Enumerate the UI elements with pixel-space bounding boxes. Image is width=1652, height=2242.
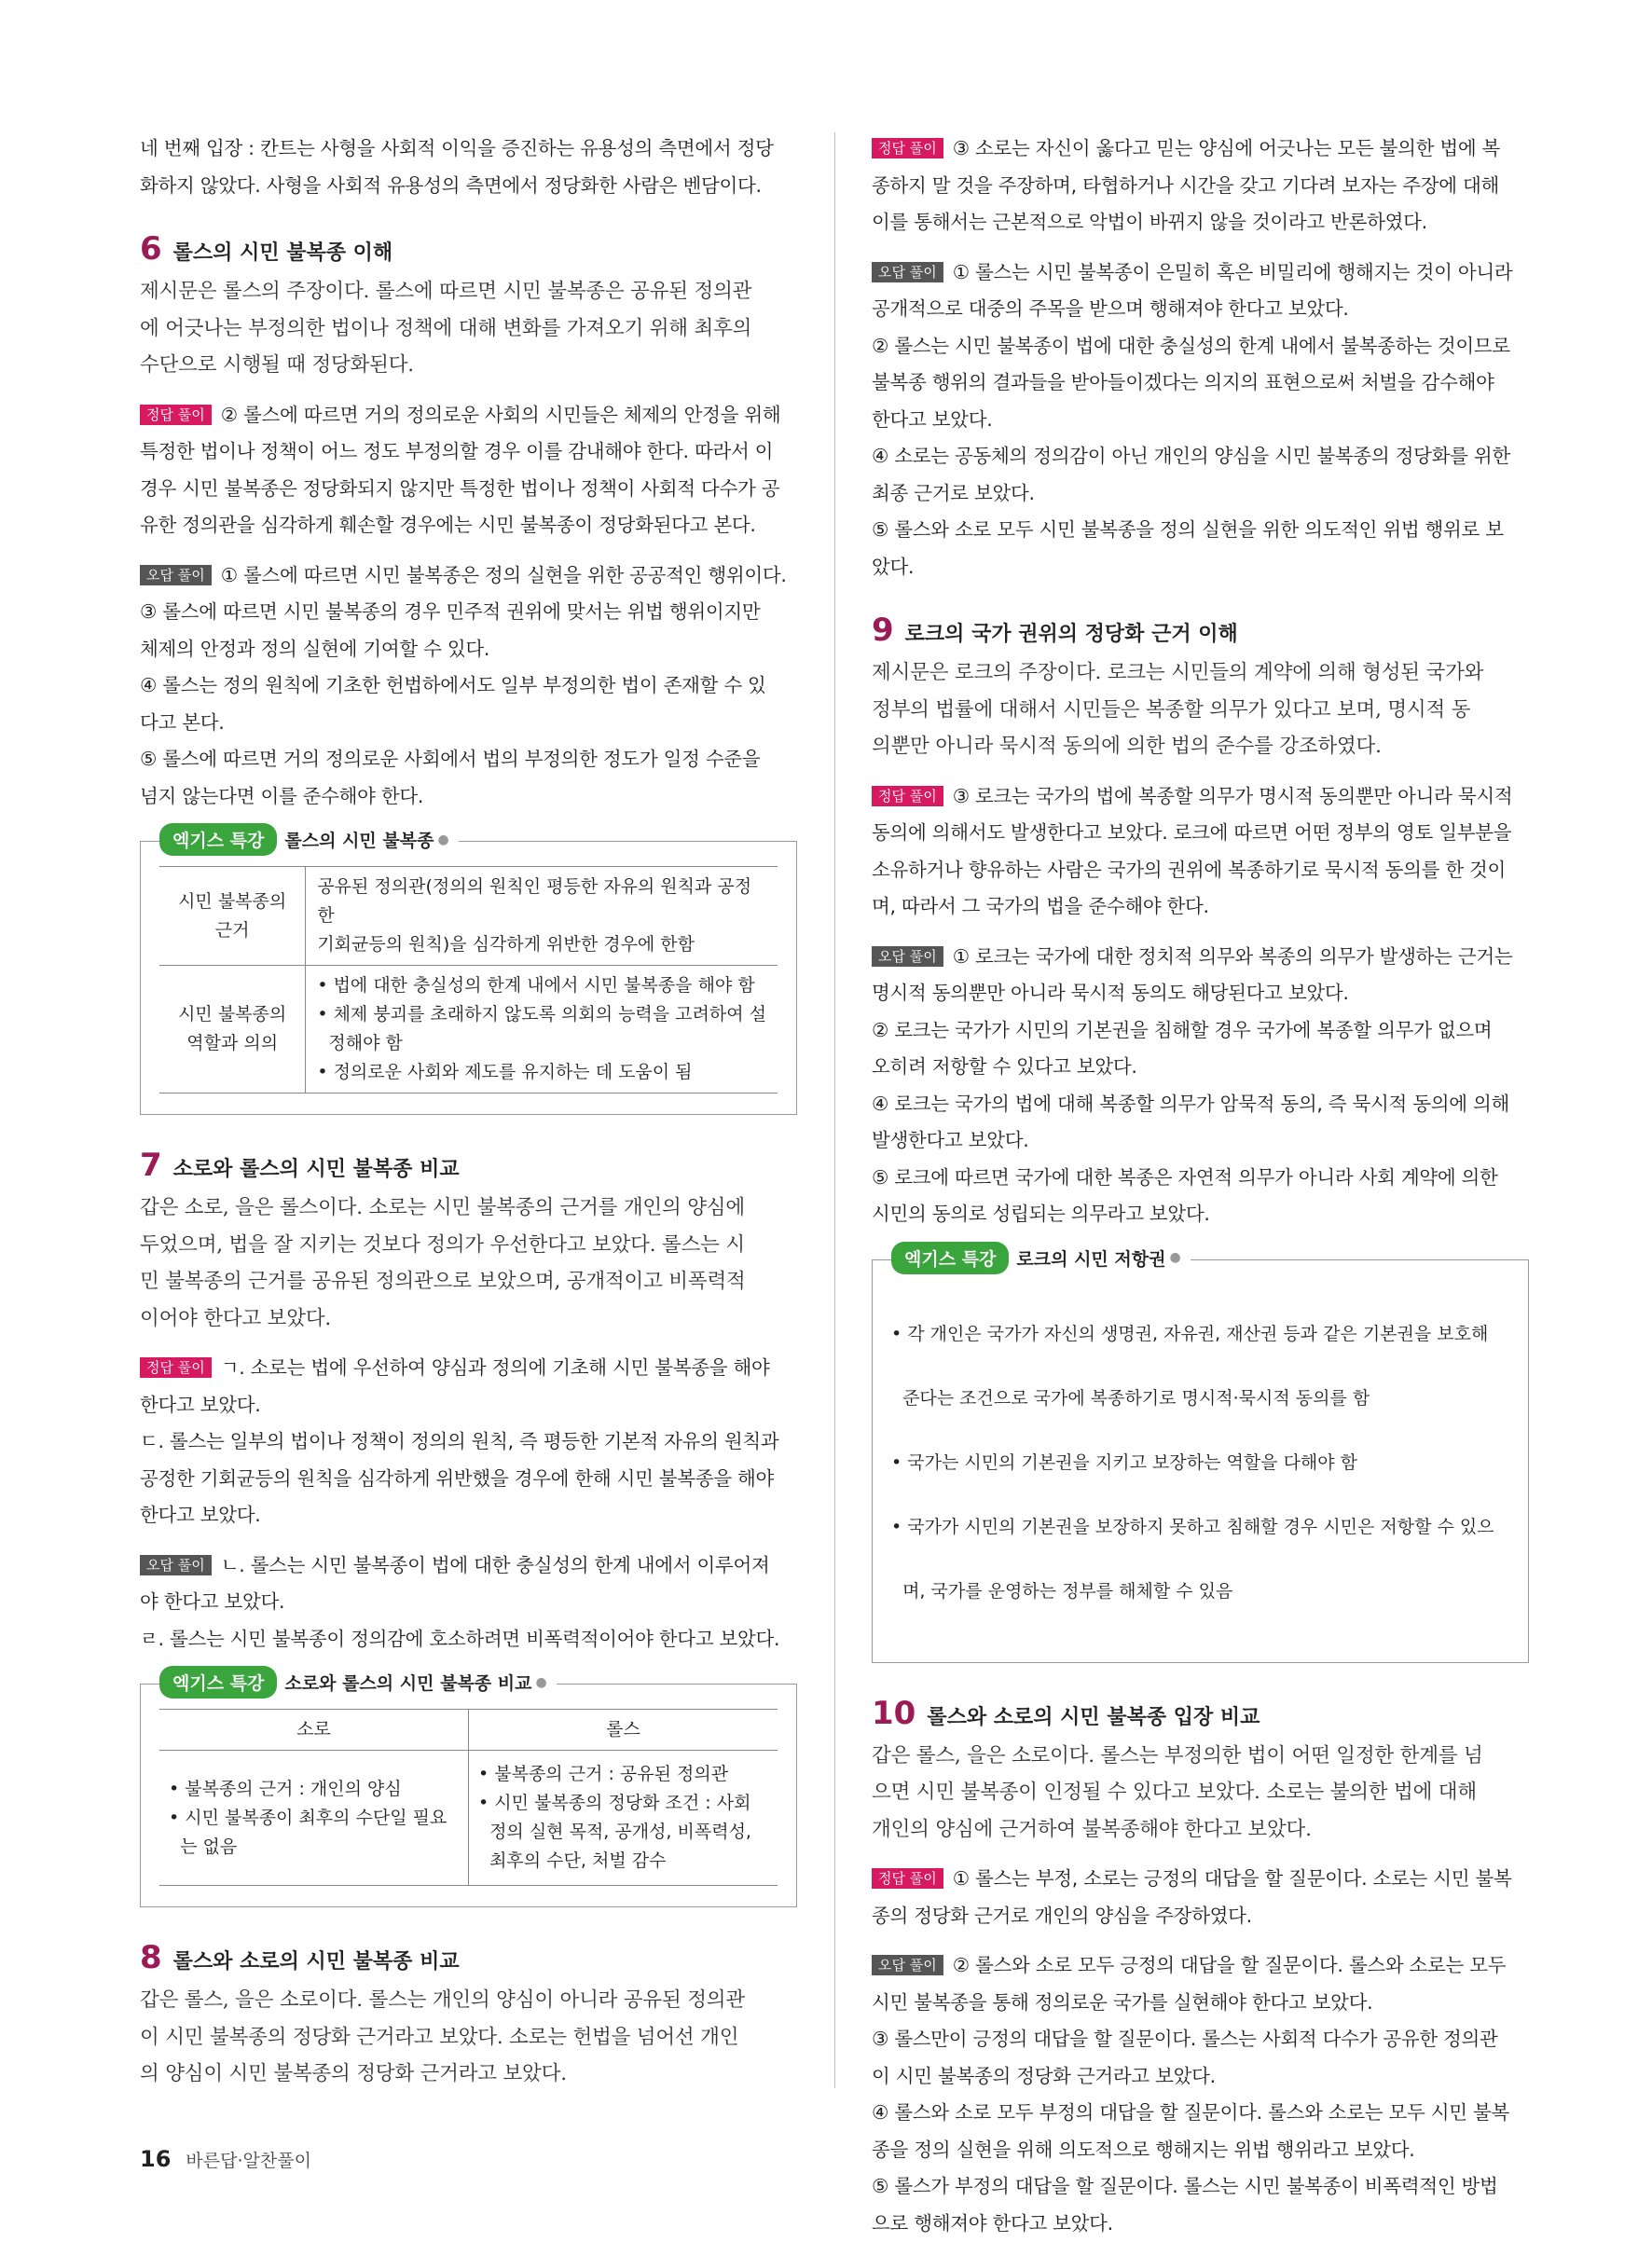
column-header: 롤스 bbox=[469, 1710, 778, 1751]
text-line: ⑤ 롤스가 부정의 대답을 할 질문이다. 롤스는 시민 불복종이 비폭력적인 방법 bbox=[872, 2168, 1529, 2206]
text-line: 소유하거나 향유하는 사람은 국가의 권위에 복종하기로 묵시적 동의를 한 것이 bbox=[872, 852, 1529, 889]
rawls-table bbox=[159, 866, 778, 1093]
q9-wrong-explanation bbox=[872, 939, 1529, 1233]
tip-box-title bbox=[159, 1666, 557, 1699]
text-line: 의 양심이 시민 불복종의 정당화 근거라고 보았다. bbox=[140, 2056, 797, 2093]
answer-tag: 오답 풀이 bbox=[140, 1555, 212, 1575]
answer-tag: 오답 풀이 bbox=[872, 1955, 943, 1975]
text-line: 민 불복종의 근거를 공유된 정의관으로 보았으며, 공개적이고 비폭력적 bbox=[140, 1263, 797, 1300]
question-6-heading bbox=[140, 230, 797, 273]
table-cell: • 불복종의 근거 : 공유된 정의관 • 시민 불복종의 정당화 조건 : 사회 정의 실현 목적, 공개성, 비폭력성, 최후의 수단, 처벌 감수 bbox=[469, 1751, 778, 1886]
text-line: ④ 롤스는 정의 원칙에 기초한 헌법하에서도 일부 부정의한 법이 존재할 수 있 bbox=[140, 667, 797, 705]
text-line: 이어야 한다고 보았다. bbox=[140, 1300, 797, 1338]
list-item: 며, 국가를 운영하는 정부를 해체할 수 있음 bbox=[891, 1577, 1509, 1606]
tip-box-title bbox=[159, 823, 459, 856]
text-line: 갑은 롤스, 을은 소로이다. 롤스는 부정의한 법이 어떤 일정한 한계를 넘 bbox=[872, 1738, 1529, 1775]
left-column bbox=[140, 131, 797, 2093]
text-line: 오답 풀이 ② 롤스와 소로 모두 긍정의 대답을 할 질문이다. 롤스와 소로는 모두 bbox=[872, 1947, 1529, 1985]
text-line: 정답 풀이 ③ 소로는 자신이 옳다고 믿는 양심에 어긋나는 모든 불의한 법에 복 bbox=[872, 131, 1529, 168]
list-item: • 국가는 시민의 기본권을 지키고 보장하는 역할을 다해야 함 bbox=[891, 1449, 1509, 1478]
answer-tag: 정답 풀이 bbox=[872, 1868, 943, 1889]
text-line: 았다. bbox=[872, 549, 1529, 586]
question-title: 롤스와 소로의 시민 불복종 비교 bbox=[173, 1946, 460, 1974]
q10-correct-explanation bbox=[872, 1861, 1529, 1934]
tip-badge: 엑기스 특강 bbox=[159, 823, 277, 856]
text-line: 한다고 보았다. bbox=[140, 1387, 797, 1424]
q9-summary bbox=[872, 654, 1529, 765]
question-7-heading bbox=[140, 1147, 797, 1190]
text-line: 제시문은 롤스의 주장이다. 롤스에 따르면 시민 불복종은 공유된 정의관 bbox=[140, 273, 797, 310]
q7-wrong-explanation bbox=[140, 1547, 797, 1658]
text-line: ⑤ 로크에 따르면 국가에 대한 복종은 자연적 의무가 아니라 사회 계약에 의한 bbox=[872, 1160, 1529, 1197]
question-title: 소로와 롤스의 시민 불복종 비교 bbox=[173, 1153, 460, 1182]
q10-summary bbox=[872, 1738, 1529, 1849]
right-column bbox=[872, 131, 1529, 2242]
text-line: 경우 시민 불복종은 정당화되지 않지만 특정한 법이나 정책이 사회적 다수가 공 bbox=[140, 471, 797, 508]
text-line: 정답 풀이 ① 롤스는 부정, 소로는 긍정의 대답을 할 질문이다. 소로는 시민 불복 bbox=[872, 1861, 1529, 1898]
text-line: 정답 풀이 ③ 로크는 국가의 법에 복종할 의무가 명시적 동의뿐만 아니라 묵시적 bbox=[872, 778, 1529, 816]
text-line: 갑은 롤스, 을은 소로이다. 롤스는 개인의 양심이 아니라 공유된 정의관 bbox=[140, 1982, 797, 2019]
table-row bbox=[159, 1751, 778, 1886]
q7-correct-explanation bbox=[140, 1350, 797, 1534]
answer-tag: 오답 풀이 bbox=[872, 262, 943, 282]
text-line: 며, 따라서 그 국가의 법을 준수해야 한다. bbox=[872, 888, 1529, 926]
text-line: 체제의 안정과 정의 실현에 기여할 수 있다. bbox=[140, 631, 797, 668]
text-line: 발생한다고 보았다. bbox=[872, 1122, 1529, 1160]
text-line: 시민 불복종을 통해 정의로운 국가를 실현해야 한다고 보았다. bbox=[872, 1985, 1529, 2022]
question-number: 7 bbox=[140, 1147, 162, 1184]
text-line: 공개적으로 대중의 주목을 받으며 행해져야 한다고 보았다. bbox=[872, 291, 1529, 328]
q8-summary bbox=[140, 1982, 797, 2093]
table-header-row bbox=[159, 1710, 778, 1751]
text-line: 동의에 의해서도 발생한다고 보았다. 로크에 따르면 어떤 정부의 영토 일부분을 bbox=[872, 815, 1529, 852]
text-line: 다고 본다. bbox=[140, 705, 797, 742]
text-line: 오답 풀이 ① 롤스는 시민 불복종이 은밀히 혹은 비밀리에 행해지는 것이 아니라 bbox=[872, 254, 1529, 292]
q8-wrong-explanation bbox=[872, 254, 1529, 586]
question-8-heading bbox=[140, 1939, 797, 1982]
bullet-dot-icon: ● bbox=[1169, 1250, 1180, 1265]
text-line: 오답 풀이 ㄴ. 롤스는 시민 불복종이 법에 대한 충실성의 한계 내에서 이루어져 bbox=[140, 1547, 797, 1585]
text-line: ② 롤스는 시민 불복종이 법에 대한 충실성의 한계 내에서 불복종하는 것이므로 bbox=[872, 328, 1529, 365]
q6-summary bbox=[140, 273, 797, 384]
page-footer bbox=[140, 2146, 311, 2172]
q6-wrong-explanation bbox=[140, 557, 797, 816]
text-line: ④ 소로는 공동체의 정의감이 아닌 개인의 양심을 시민 불복종의 정당화를 위한 bbox=[872, 438, 1529, 475]
intro bbox=[140, 131, 797, 204]
table-row bbox=[159, 867, 778, 966]
q6-correct-explanation bbox=[140, 397, 797, 544]
text-line: 수단으로 시행될 때 정당화된다. bbox=[140, 347, 797, 384]
text-line: ③ 롤스만이 긍정의 대답을 할 질문이다. 롤스는 사회적 다수가 공유한 정의관 bbox=[872, 2021, 1529, 2058]
list-item: 준다는 조건으로 국가에 복종하기로 명시적·묵시적 동의를 함 bbox=[891, 1384, 1509, 1413]
question-number: 9 bbox=[872, 612, 894, 649]
text-line: 유한 정의관을 심각하게 훼손할 경우에는 시민 불복종이 정당화된다고 본다. bbox=[140, 507, 797, 544]
text-line: 으로 행해져야 한다고 보았다. bbox=[872, 2206, 1529, 2242]
text-line: 두었으며, 법을 잘 지키는 것보다 정의가 우선한다고 보았다. 롤스는 시 bbox=[140, 1227, 797, 1264]
text-line: 한다고 보았다. bbox=[140, 1497, 797, 1534]
tip-name: 롤스의 시민 불복종 bbox=[284, 827, 434, 852]
q9-correct-explanation bbox=[872, 778, 1529, 926]
bullet-dot-icon: ● bbox=[535, 1675, 546, 1690]
text-line: 넘지 않는다면 이를 준수해야 한다. bbox=[140, 778, 797, 816]
question-title: 롤스의 시민 불복종 이해 bbox=[173, 237, 393, 266]
text-line: 제시문은 로크의 주장이다. 로크는 시민들의 계약에 의해 형성된 국가와 bbox=[872, 654, 1529, 692]
bullet-dot-icon: ● bbox=[437, 832, 448, 847]
text-line: ② 로크는 국가가 시민의 기본권을 침해할 경우 국가에 복종할 의무가 없으며 bbox=[872, 1012, 1529, 1050]
text-line: 오답 풀이 ① 롤스에 따르면 시민 불복종은 정의 실현을 위한 공공적인 행위이다. bbox=[140, 557, 797, 595]
q7-tip-box bbox=[140, 1684, 797, 1907]
text-line: 네 번째 입장 : 칸트는 사형을 사회적 이익을 증진하는 유용성의 측면에서 정당 bbox=[140, 131, 797, 168]
text-line: 화하지 않았다. 사형을 사회적 유용성의 측면에서 정당화한 사람은 벤담이다. bbox=[140, 168, 797, 205]
list-item: • 국가가 시민의 기본권을 보장하지 못하고 침해할 경우 시민은 저항할 수 있으 bbox=[891, 1513, 1509, 1542]
comparison-table bbox=[159, 1709, 778, 1886]
q7-summary bbox=[140, 1190, 797, 1337]
question-number: 8 bbox=[140, 1939, 162, 1976]
q9-tip-box bbox=[872, 1259, 1529, 1663]
column-divider bbox=[834, 132, 835, 2088]
text-line: 불복종 행위의 결과들을 받아들이겠다는 의지의 표현으로써 처벌을 감수해야 bbox=[872, 364, 1529, 402]
text-line: 으면 시민 불복종이 인정될 수 있다고 보았다. 소로는 불의한 법에 대해 bbox=[872, 1774, 1529, 1811]
text-line: 이 시민 불복종의 정당화 근거라고 보았다. 소로는 헌법을 넘어선 개인 bbox=[140, 2019, 797, 2056]
text-line: 종의 정당화 근거로 개인의 양심을 주장하였다. bbox=[872, 1898, 1529, 1935]
text-line: ④ 로크는 국가의 법에 대해 복종할 의무가 암묵적 동의, 즉 묵시적 동의에 의해 bbox=[872, 1086, 1529, 1123]
text-line: ③ 롤스에 따르면 시민 불복종의 경우 민주적 권위에 맞서는 위법 행위이지만 bbox=[140, 594, 797, 631]
question-9-heading bbox=[872, 612, 1529, 654]
row-header: 시민 불복종의 역할과 의의 bbox=[159, 966, 306, 1093]
text-line: 오답 풀이 ① 로크는 국가에 대한 정치적 의무와 복종의 의무가 발생하는 근거는 bbox=[872, 939, 1529, 976]
tip-list bbox=[891, 1285, 1509, 1642]
tip-name: 로크의 시민 저항권 bbox=[1016, 1245, 1165, 1271]
text-line: 한다고 보았다. bbox=[872, 402, 1529, 439]
question-number: 10 bbox=[872, 1695, 915, 1732]
question-title: 로크의 국가 권위의 정당화 근거 이해 bbox=[905, 618, 1238, 647]
text-line: 의뿐만 아니라 묵시적 동의에 의한 법의 준수를 강조하였다. bbox=[872, 728, 1529, 765]
answer-tag: 오답 풀이 bbox=[872, 946, 943, 967]
text-line: ⑤ 롤스에 따르면 거의 정의로운 사회에서 법의 부정의한 정도가 일정 수준을 bbox=[140, 741, 797, 778]
question-title: 롤스와 소로의 시민 불복종 입장 비교 bbox=[927, 1701, 1260, 1730]
text-line: 개인의 양심에 근거하여 불복종해야 한다고 보았다. bbox=[872, 1811, 1529, 1849]
text-line: 명시적 동의뿐만 아니라 묵시적 동의도 해당된다고 보았다. bbox=[872, 975, 1529, 1012]
text-line: ㄹ. 롤스는 시민 불복종이 정의감에 호소하려면 비폭력적이어야 한다고 보았다. bbox=[140, 1621, 797, 1658]
text-line: 갑은 소로, 을은 롤스이다. 소로는 시민 불복종의 근거를 개인의 양심에 bbox=[140, 1190, 797, 1227]
q10-wrong-explanation bbox=[872, 1947, 1529, 2242]
q6-tip-box bbox=[140, 841, 797, 1115]
text-line: 종하지 말 것을 주장하며, 타협하거나 시간을 갖고 기다려 보자는 주장에 대해 bbox=[872, 168, 1529, 205]
row-header: 시민 불복종의 근거 bbox=[159, 867, 306, 966]
text-line: 이를 통해서는 근본적으로 악법이 바뀌지 않을 것이라고 반론하였다. bbox=[872, 204, 1529, 241]
list-item: • 각 개인은 국가가 자신의 생명권, 자유권, 재산권 등과 같은 기본권을 보호해 bbox=[891, 1320, 1509, 1349]
question-10-heading bbox=[872, 1695, 1529, 1738]
text-line: 종을 정의 실현을 위해 의도적으로 행해지는 위법 행위라고 보았다. bbox=[872, 2132, 1529, 2169]
text-line: 정부의 법률에 대해서 시민들은 복종할 의무가 있다고 보며, 명시적 동 bbox=[872, 692, 1529, 729]
tip-badge: 엑기스 특강 bbox=[159, 1666, 277, 1699]
text-line: 정답 풀이 ㄱ. 소로는 법에 우선하여 양심과 정의에 기초해 시민 불복종을 해야 bbox=[140, 1350, 797, 1387]
text-line: ㄷ. 롤스는 일부의 법이나 정책이 정의의 원칙, 즉 평등한 기본적 자유의 원칙과 bbox=[140, 1424, 797, 1461]
text-line: ④ 롤스와 소로 모두 부정의 대답을 할 질문이다. 롤스와 소로는 모두 시민 불복 bbox=[872, 2095, 1529, 2132]
tip-name: 소로와 롤스의 시민 불복종 비교 bbox=[284, 1670, 531, 1695]
text-line: 특정한 법이나 정책이 어느 정도 부정의할 경우 이를 감내해야 한다. 따라서 이 bbox=[140, 433, 797, 471]
row-value: • 법에 대한 충실성의 한계 내에서 시민 불복종을 해야 함 • 체제 붕괴를 초래하지 않도록 의회의 능력을 고려하여 설 정해야 함 • 정의로운 사회와 제도를 유지하는 데 도움이 됨 bbox=[306, 966, 778, 1093]
answer-tag: 정답 풀이 bbox=[140, 405, 212, 425]
text-line: 오히려 저항할 수 있다고 보았다. bbox=[872, 1049, 1529, 1086]
row-value: 공유된 정의관(정의의 원칙인 평등한 자유의 원칙과 공정한 기회균등의 원칙)을 심각하게 위반한 경우에 한함 bbox=[306, 867, 778, 966]
text-line: 야 한다고 보았다. bbox=[140, 1584, 797, 1621]
q8-correct-explanation bbox=[872, 131, 1529, 241]
tip-badge: 엑기스 특강 bbox=[891, 1242, 1009, 1274]
page-number: 16 bbox=[140, 2146, 171, 2172]
text-line: 시민의 동의로 성립되는 의무라고 보았다. bbox=[872, 1196, 1529, 1233]
table-row bbox=[159, 966, 778, 1093]
question-number: 6 bbox=[140, 230, 162, 268]
text-line: 최종 근거로 보았다. bbox=[872, 475, 1529, 513]
tip-box-title bbox=[891, 1242, 1191, 1274]
answer-tag: 정답 풀이 bbox=[872, 138, 943, 158]
text-line: 정답 풀이 ② 롤스에 따르면 거의 정의로운 사회의 시민들은 체제의 안정을 위해 bbox=[140, 397, 797, 434]
answer-tag: 정답 풀이 bbox=[872, 786, 943, 806]
column-header: 소로 bbox=[159, 1710, 469, 1751]
answer-tag: 정답 풀이 bbox=[140, 1357, 212, 1378]
text-line: 공정한 기회균등의 원칙을 심각하게 위반했을 경우에 한해 시민 불복종을 해야 bbox=[140, 1461, 797, 1498]
text-line: ⑤ 롤스와 소로 모두 시민 불복종을 정의 실현을 위한 의도적인 위법 행위로 보 bbox=[872, 512, 1529, 549]
footer-title: 바른답·알찬풀이 bbox=[186, 2147, 311, 2172]
text-line: 에 어긋나는 부정의한 법이나 정책에 대해 변화를 가져오기 위해 최후의 bbox=[140, 310, 797, 348]
text-line: 이 시민 불복종의 정당화 근거라고 보았다. bbox=[872, 2058, 1529, 2096]
answer-tag: 오답 풀이 bbox=[140, 565, 212, 585]
table-cell: • 불복종의 근거 : 개인의 양심 • 시민 불복종이 최후의 수단일 필요 는 없음 bbox=[159, 1751, 469, 1886]
